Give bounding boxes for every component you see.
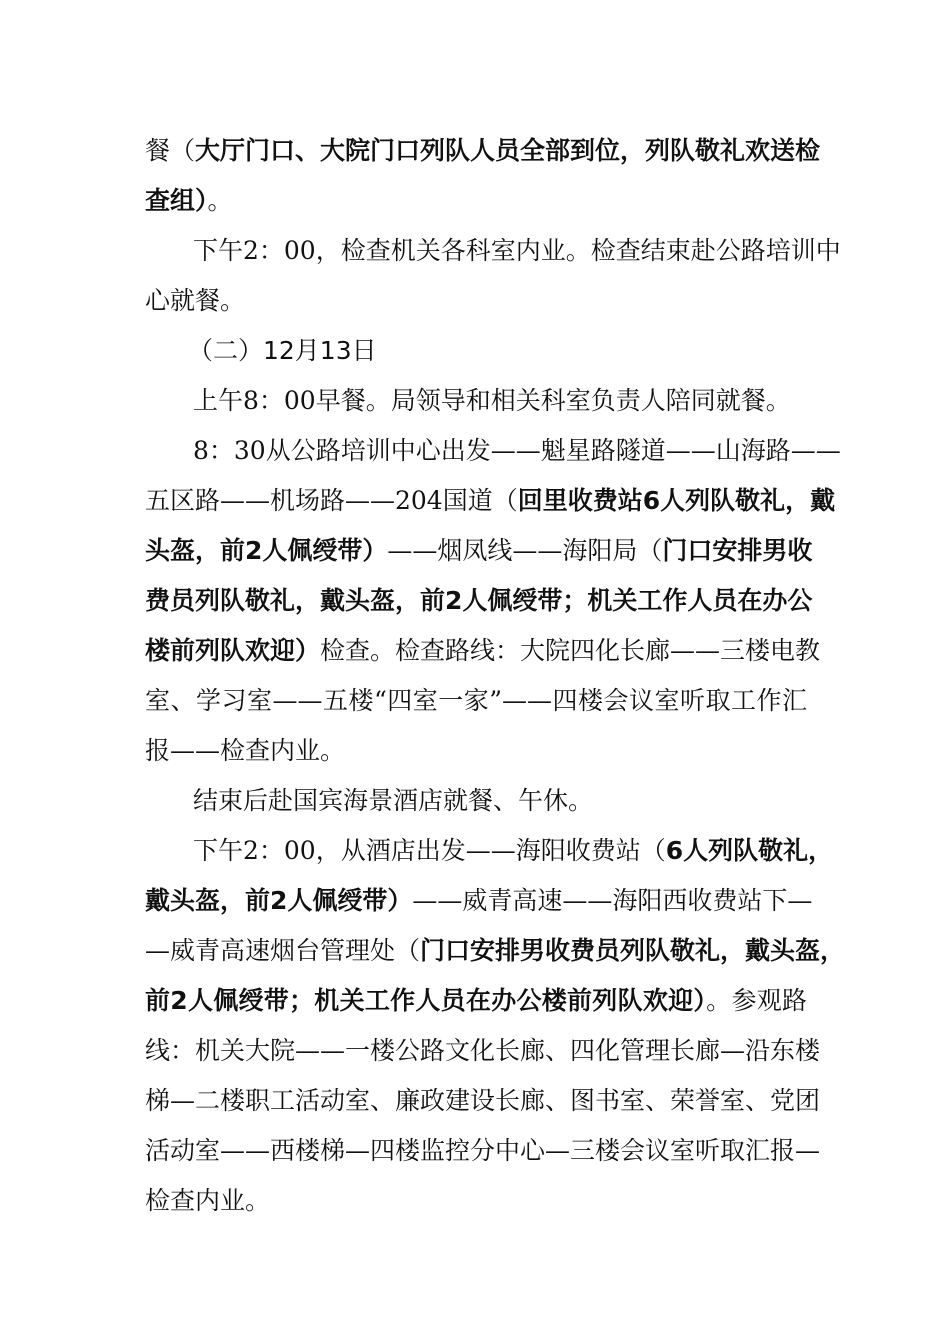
- paragraph-text: 梯—二楼职工活动室、廉政建设长廊、图书室、荣誉室、党团: [145, 1086, 821, 1115]
- paragraph-text: 检查内业。: [145, 1186, 271, 1215]
- paragraph-text: 前2人佩绶带；机关工作人员在办公楼前列队欢迎）。参观路: [145, 986, 807, 1015]
- paragraph-text: 楼前列队欢迎）检查。检查路线：大院四化长廊——三楼电教: [145, 636, 821, 665]
- paragraph-text: 餐（大厅门口、大院门口列队人员全部到位，列队敬礼欢送检: [145, 136, 821, 165]
- paragraph-text: 心就餐。: [145, 286, 246, 315]
- section-heading-text: （二）12月13日: [188, 336, 377, 365]
- paragraph-text: 戴头盔，前2人佩绶带）——威青高速——海阳西收费站下—: [145, 886, 813, 915]
- paragraph-text: 8：30从公路培训中心出发——魁星路隧道——山海路——: [193, 436, 841, 465]
- paragraph-text: 结束后赴国宾海景酒店就餐、午休。: [193, 786, 594, 815]
- paragraph-text: 下午2：00，检查机关各科室内业。检查结束赴公路培训中: [193, 236, 841, 265]
- paragraph-text: 上午8：00早餐。局领导和相关科室负责人陪同就餐。: [193, 386, 791, 415]
- paragraph-text: 费员列队敬礼，戴头盔，前2人佩绶带；机关工作人员在办公: [145, 586, 813, 615]
- paragraph-text: —威青高速烟台管理处（门口安排男收费员列队敬礼，戴头盔，: [145, 936, 846, 965]
- paragraph-text: 头盔，前2人佩绶带）——烟凤线——海阳局（门口安排男收: [145, 536, 813, 565]
- paragraph-text: 查组）。: [145, 186, 233, 215]
- paragraph-text: 室、学习室——五楼“四室一家”——四楼会议室听取工作汇: [145, 686, 807, 715]
- paragraph-text: 报——检查内业。: [145, 736, 346, 765]
- paragraph-text: 活动室——西楼梯—四楼监控分中心—三楼会议室听取汇报—: [145, 1136, 821, 1165]
- paragraph-text: 线：机关大院——一楼公路文化长廊、四化管理长廊—沿东楼: [145, 1036, 821, 1065]
- paragraph-text: 下午2：00，从酒店出发——海阳收费站（6人列队敬礼，: [193, 836, 834, 865]
- paragraph-text: 五区路——机场路——204国道（回里收费站6人列队敬礼，戴: [145, 486, 836, 515]
